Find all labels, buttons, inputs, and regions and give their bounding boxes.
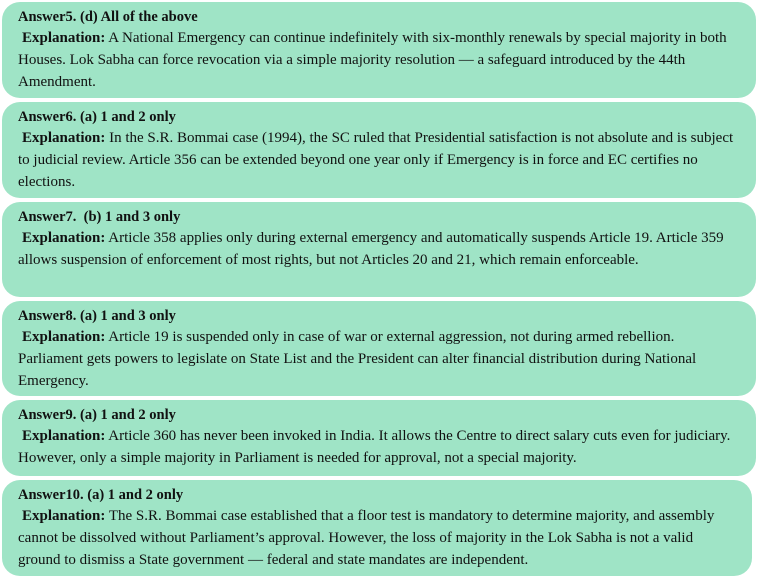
answer-explanation bbox=[18, 27, 740, 93]
explanation-text: Article 19 is suspended only in case of war or external aggression, not during armed rebellion. Parliament gets powers to legislate on State List and the President can alter financial distribution during National Emergency. bbox=[18, 329, 697, 389]
answer-card-7 bbox=[2, 202, 756, 297]
explanation-label: Explanation: bbox=[22, 428, 106, 444]
answer-heading: Answer7. (b) 1 and 3 only bbox=[18, 209, 181, 225]
answer-card-5 bbox=[2, 2, 756, 98]
answer-heading: Answer8. (a) 1 and 3 only bbox=[18, 308, 176, 324]
answer-heading: Answer9. (a) 1 and 2 only bbox=[18, 407, 176, 423]
answer-card-9 bbox=[2, 400, 756, 476]
answer-explanation bbox=[18, 326, 740, 392]
answer-explanation bbox=[18, 425, 740, 469]
answer-explanation bbox=[18, 127, 740, 193]
explanation-label: Explanation: bbox=[22, 508, 106, 524]
answer-heading: Answer10. (a) 1 and 2 only bbox=[18, 487, 184, 503]
explanation-label: Explanation: bbox=[22, 329, 106, 345]
explanation-text: Article 360 has never been invoked in India. It allows the Centre to direct salary cuts even for judiciary. However, only a simple majority in Parliament is needed for approval, not a special majority. bbox=[18, 428, 731, 466]
answer-card-8 bbox=[2, 301, 756, 396]
explanation-label: Explanation: bbox=[22, 130, 106, 146]
answer-heading: Answer5. (d) All of the above bbox=[18, 9, 198, 25]
explanation-label: Explanation: bbox=[22, 30, 106, 46]
answer-explanation bbox=[18, 505, 736, 571]
explanation-text: In the S.R. Bommai case (1994), the SC ruled that Presidential satisfaction is not absolute and is subject to judicial review. Article 356 can be extended beyond one year only if Emergency is in force and EC certifies no elections. bbox=[18, 130, 734, 190]
answer-card-10 bbox=[2, 480, 752, 576]
answer-card-6 bbox=[2, 102, 756, 198]
explanation-label: Explanation: bbox=[22, 230, 106, 246]
explanation-text: The S.R. Bommai case established that a floor test is mandatory to determine majority, and assembly cannot be dissolved without Parliament’s approval. However, the loss of majority in the Lok Sabha is not a valid ground to dismiss a State government — federal and state mandates are independent. bbox=[18, 508, 715, 568]
explanation-text: Article 358 applies only during external emergency and automatically suspends Article 19. Article 359 allows suspension of enforcement of most rights, but not Articles 20 and 21, which remain enforceable. bbox=[18, 230, 724, 268]
answer-heading: Answer6. (a) 1 and 2 only bbox=[18, 109, 176, 125]
answer-explanation bbox=[18, 227, 740, 271]
explanation-text: A National Emergency can continue indefinitely with six-monthly renewals by special majority in both Houses. Lok Sabha can force revocation via a simple majority resolution — a safeguard introduced by the 44th Amendment. bbox=[18, 30, 727, 90]
